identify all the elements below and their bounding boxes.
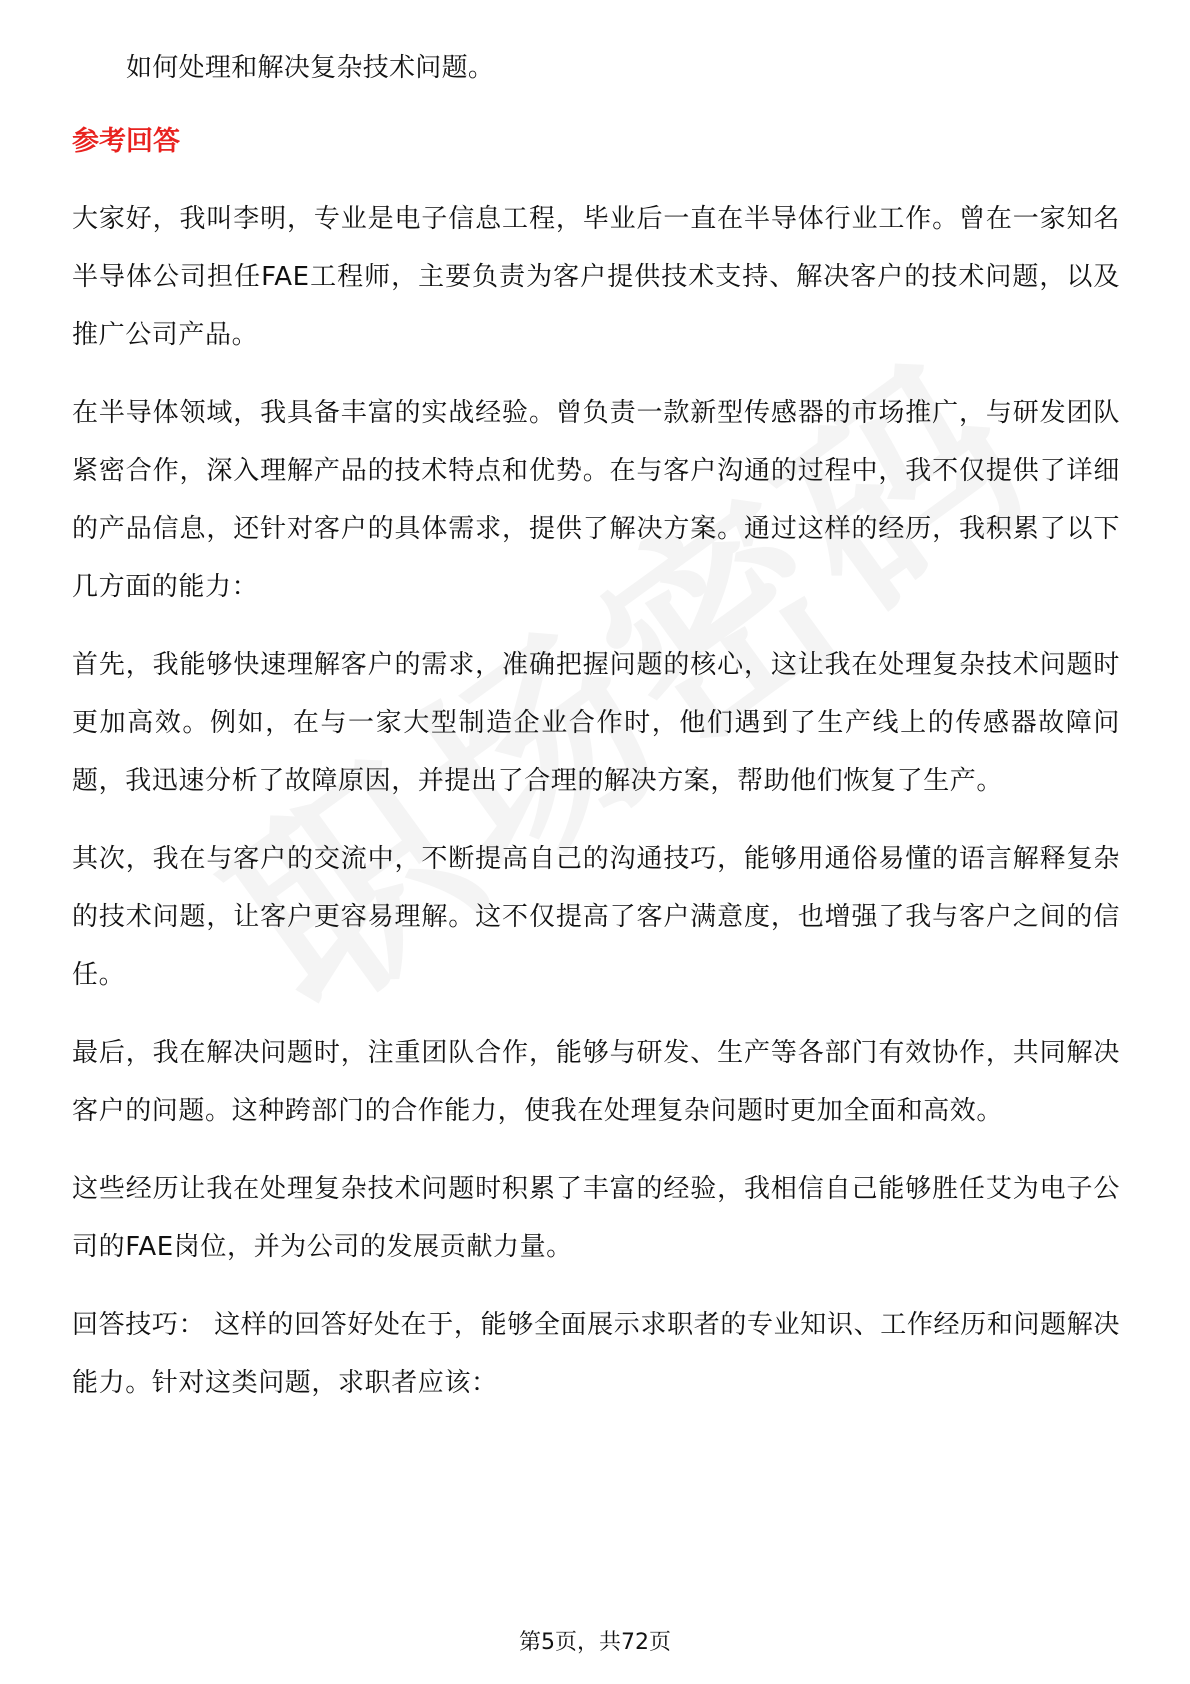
page-content bbox=[72, 48, 1120, 1432]
answer-tips-paragraph: 回答技巧： 这样的回答好处在于，能够全面展示求职者的专业知识、工作经历和问题解决能力。针对这类问题，求职者应该： bbox=[72, 1310, 1120, 1398]
answer-paragraph: 首先，我能够快速理解客户的需求，准确把握问题的核心，这让我在处理复杂技术问题时更加高效。例如，在与一家大型制造企业合作时，他们遇到了生产线上的传感器故障问题，我迅速分析了故障原因，并提出了合理的解决方案，帮助他们恢复了生产。 bbox=[72, 650, 1120, 796]
answer-paragraph: 最后，我在解决问题时，注重团队合作，能够与研发、生产等各部门有效协作，共同解决客户的问题。这种跨部门的合作能力，使我在处理复杂问题时更加全面和高效。 bbox=[72, 1038, 1120, 1126]
answer-paragraph: 大家好，我叫李明，专业是电子信息工程，毕业后一直在半导体行业工作。曾在一家知名半导体公司担任FAE工程师，主要负责为客户提供技术支持、解决客户的技术问题，以及推广公司产品。 bbox=[72, 204, 1120, 350]
page-number: 第5页，共72页 bbox=[519, 1630, 671, 1655]
question-continuation: 如何处理和解决复杂技术问题。 bbox=[126, 53, 495, 83]
answer-paragraph: 这些经历让我在处理复杂技术问题时积累了丰富的经验，我相信自己能够胜任艾为电子公司的FAE岗位，并为公司的发展贡献力量。 bbox=[72, 1174, 1120, 1262]
section-heading-reference-answer: 参考回答 bbox=[72, 126, 180, 157]
answer-paragraph: 在半导体领域，我具备丰富的实战经验。曾负责一款新型传感器的市场推广，与研发团队紧密合作，深入理解产品的技术特点和优势。在与客户沟通的过程中，我不仅提供了详细的产品信息，还针对客户的具体需求，提供了解决方案。通过这样的经历，我积累了以下几方面的能力： bbox=[72, 398, 1120, 602]
answer-paragraph: 其次，我在与客户的交流中，不断提高自己的沟通技巧，能够用通俗易懂的语言解释复杂的技术问题，让客户更容易理解。这不仅提高了客户满意度，也增强了我与客户之间的信任。 bbox=[72, 844, 1120, 990]
